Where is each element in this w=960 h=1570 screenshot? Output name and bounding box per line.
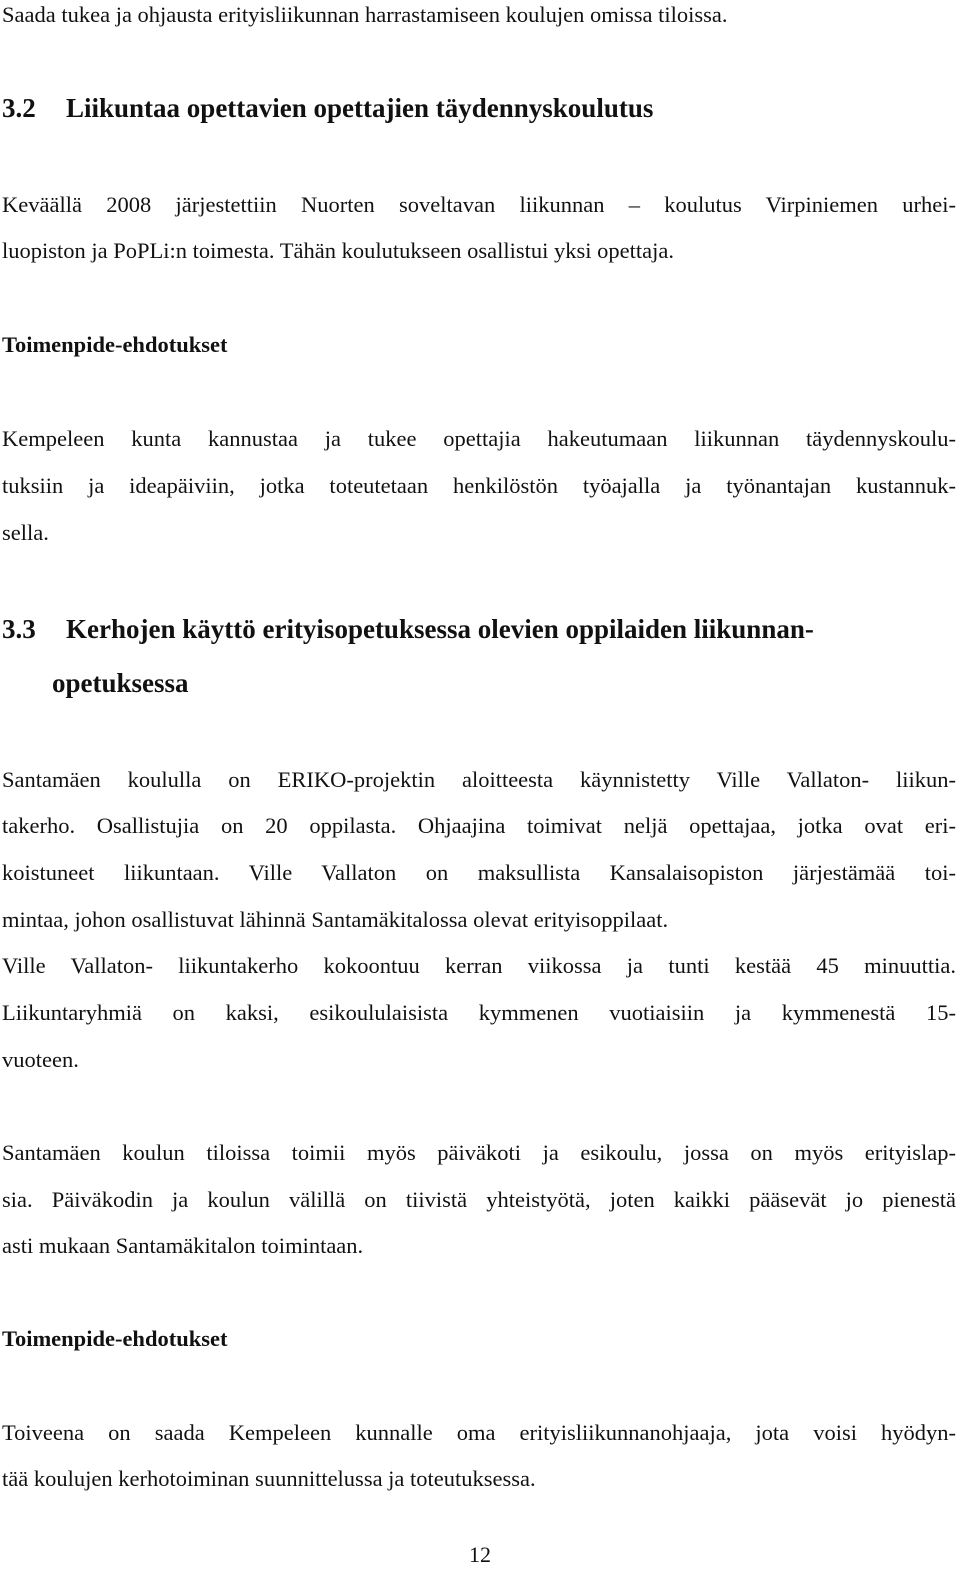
paragraph-line: mintaa, johon osallistuvat lähinnä Santamäkitalossa olevat erityisoppilaat. [2,907,669,932]
paragraph-line: sia. Päiväkodin ja koulun välillä on tiivistä yhteistyötä, joten kaikki pääsevät jo pienestä [2,1187,956,1212]
paragraph-line: takerho. Osallistujia on 20 oppilasta. Ohjaajina toimivat neljä opettajaa, jotka ovat eri- [2,813,956,838]
intro-line: Saada tukea ja ohjausta erityisliikunnan harrastamiseen koulujen omissa tiloissa. [2,2,728,27]
section-title-line1: Kerhojen käyttö erityisopetuksessa olevien oppilaiden liikunnan- [66,614,814,644]
subheading-toimenpide: Toimenpide-ehdotukset [2,1326,228,1351]
paragraph-line: sella. [2,520,49,545]
page-number: 12 [469,1542,491,1567]
subheading-toimenpide: Toimenpide-ehdotukset [2,332,228,357]
section-number: 3.2 [2,93,36,123]
paragraph-line: koistuneet liikuntaan. Ville Vallaton on maksullista Kansalaisopiston järjestämää toi- [2,860,956,885]
paragraph-line: luopiston ja PoPLi:n toimesta. Tähän koulutukseen osallistui yksi opettaja. [2,238,675,263]
paragraph-line: tuksiin ja ideapäiviin, jotka toteutetaan henkilöstön työajalla ja työnantajan kustannuk- [2,473,956,498]
paragraph-line: Santamäen koulun tiloissa toimii myös päiväkoti ja esikoulu, jossa on myös erityislap- [2,1140,956,1165]
paragraph-line: Ville Vallaton- liikuntakerho kokoontuu kerran viikossa ja tunti kestää 45 minuuttia. [2,953,956,978]
paragraph-line: Keväällä 2008 järjestettiin Nuorten soveltavan liikunnan – koulutus Virpiniemen urhei- [2,192,956,217]
section-title-line2: opetuksessa [52,668,189,698]
paragraph-line: Kempeleen kunta kannustaa ja tukee opettajia hakeutumaan liikunnan täydennyskoulu- [2,426,956,451]
paragraph-line: vuoteen. [2,1047,79,1072]
paragraph-line: Liikuntaryhmiä on kaksi, esikoululaisista kymmenen vuotiaisiin ja kymmenestä 15- [2,1000,956,1025]
section-heading-3-2 [2,91,653,125]
paragraph-line: asti mukaan Santamäkitalon toimintaan. [2,1233,364,1258]
section-number: 3.3 [2,614,36,644]
section-title: Liikuntaa opettavien opettajien täydennyskoulutus [66,93,654,123]
paragraph-line: Toiveena on saada Kempeleen kunnalle oma erityisliikunnanohjaaja, jota voisi hyödyn- [2,1420,956,1445]
section-heading-3-3 [2,612,814,646]
paragraph-line: tää koulujen kerhotoiminan suunnittelussa ja toteutuksessa. [2,1466,536,1491]
paragraph-line: Santamäen koululla on ERIKO-projektin aloitteesta käynnistetty Ville Vallaton- liikun- [2,767,956,792]
